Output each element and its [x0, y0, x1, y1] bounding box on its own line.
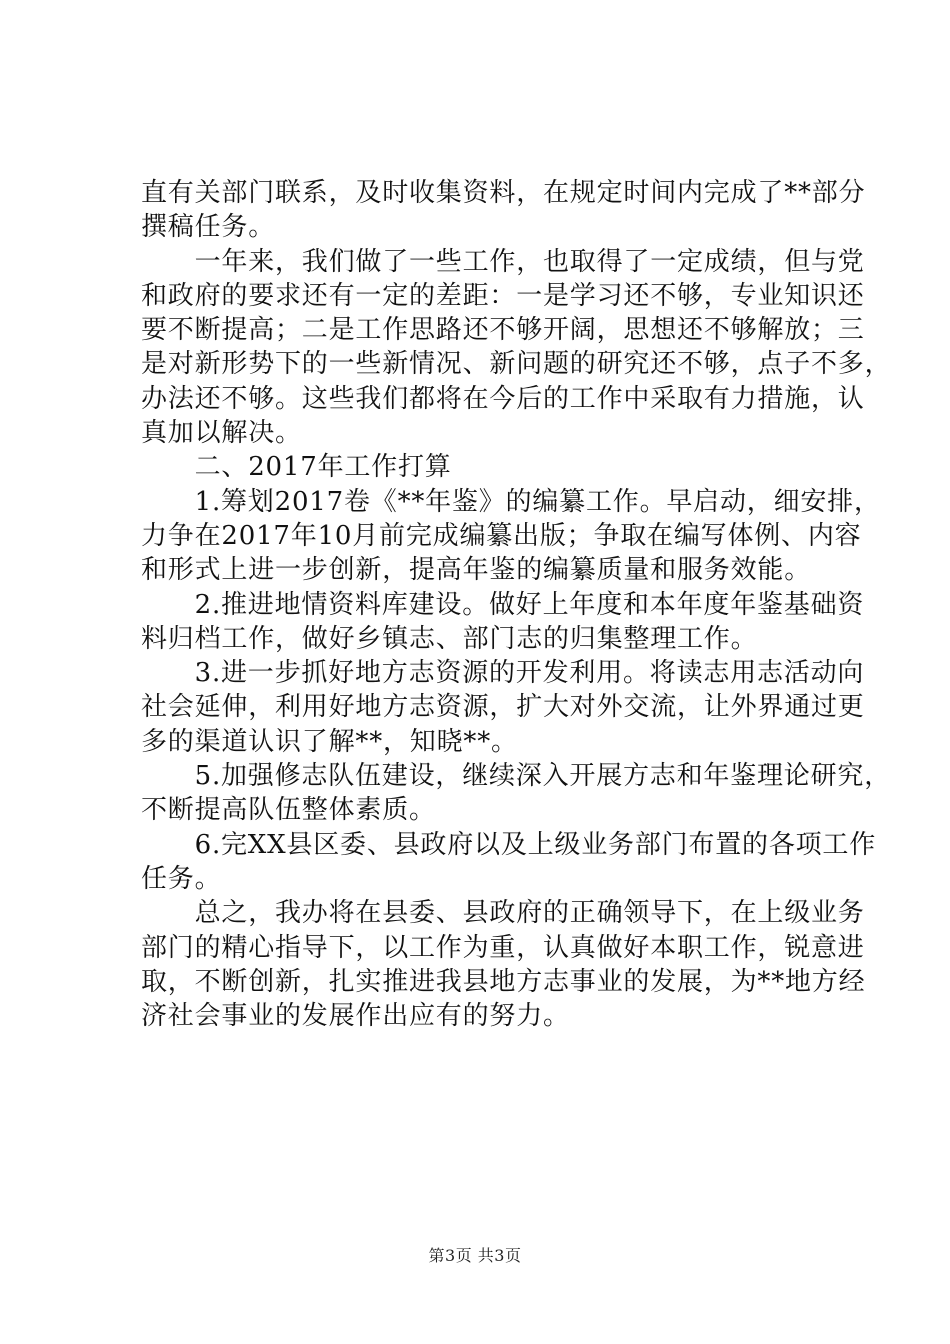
text-line: 任务。 — [141, 863, 222, 894]
text-line: 5.加强修志队伍建设，继续深入开展方志和年鉴理论研究， — [141, 761, 892, 792]
text-line: 2.推进地情资料库建设。做好上年度和本年度年鉴基础资 — [141, 589, 865, 620]
text-line: 料归档工作，做好乡镇志、部门志的归集整理工作。 — [141, 623, 758, 654]
text-line: 力争在2017年10月前完成编纂出版；争取在编写体例、内容 — [141, 520, 862, 551]
text-line: 济社会事业的发展作出应有的努力。 — [141, 1001, 570, 1032]
text-line: 不断提高队伍整体素质。 — [141, 795, 436, 826]
document-body — [141, 176, 892, 1033]
text-line: 和政府的要求还有一定的差距：一是学习还不够，专业知识还 — [141, 280, 865, 311]
text-line: 6.完XX县区委、县政府以及上级业务部门布置的各项工作 — [141, 829, 877, 860]
page-number-footer: 第3页 共3页 — [428, 1246, 522, 1265]
text-line: 要不断提高；二是工作思路还不够开阔，思想还不够解放；三 — [141, 315, 865, 346]
text-line: 撰稿任务。 — [141, 212, 276, 243]
text-line: 1.筹划2017卷《**年鉴》的编纂工作。早启动，细安排， — [141, 486, 881, 517]
text-line: 直有关部门联系，及时收集资料，在规定时间内完成了**部分 — [141, 178, 866, 208]
text-line: 社会延伸，利用好地方志资源，扩大对外交流，让外界通过更 — [141, 692, 865, 723]
text-line: 办法还不够。这些我们都将在今后的工作中采取有力措施，认 — [141, 383, 865, 414]
text-line: 真加以解决。 — [141, 418, 302, 449]
text-line: 3.进一步抓好地方志资源的开发利用。将读志用志活动向 — [141, 658, 865, 689]
text-line: 和形式上进一步创新，提高年鉴的编纂质量和服务效能。 — [141, 555, 812, 586]
text-line: 取，不断创新，扎实推进我县地方志事业的发展，为**地方经 — [141, 966, 866, 997]
section-heading: 二、2017年工作打算 — [141, 452, 452, 483]
text-line: 总之，我办将在县委、县政府的正确领导下，在上级业务 — [141, 898, 865, 929]
text-line: 是对新形势下的一些新情况、新问题的研究还不够，点子不多， — [141, 349, 892, 380]
text-line: 一年来，我们做了一些工作，也取得了一定成绩，但与党 — [141, 246, 865, 277]
text-line: 多的渠道认识了解**，知晓**。 — [141, 726, 518, 757]
text-line: 部门的精心指导下，以工作为重，认真做好本职工作，锐意进 — [141, 932, 865, 963]
